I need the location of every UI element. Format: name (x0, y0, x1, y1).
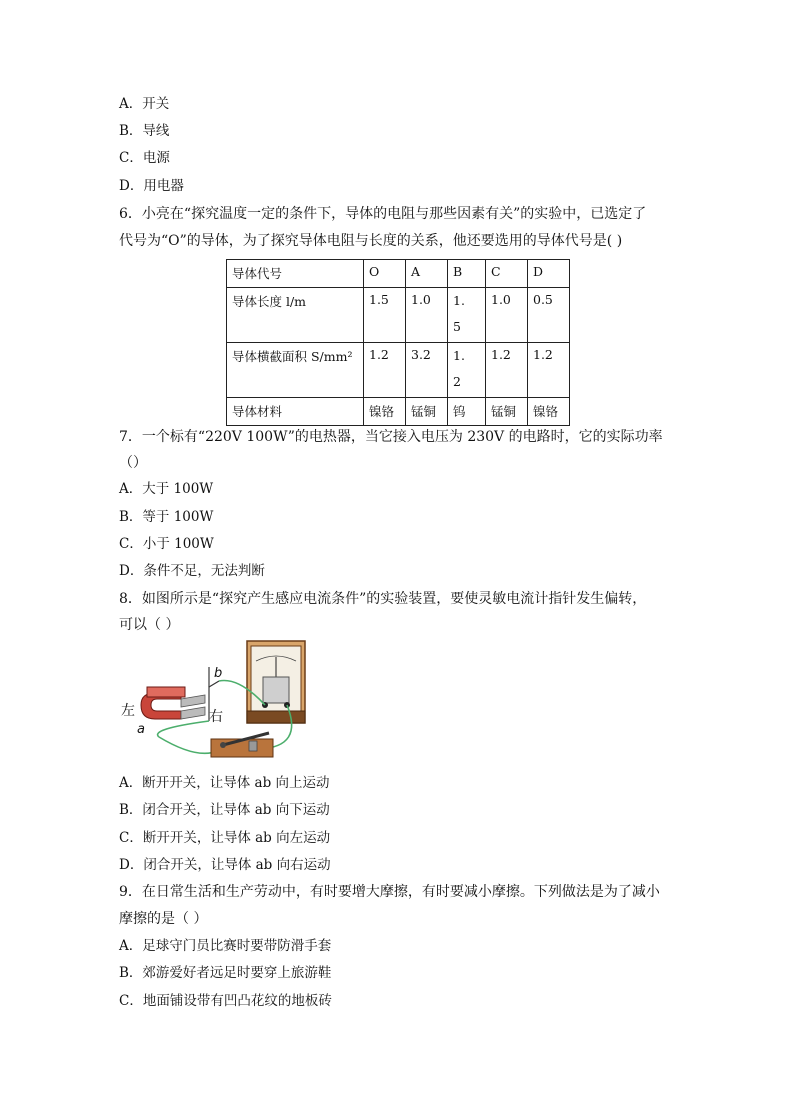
magnet-top (147, 687, 185, 697)
table-row-label: 导体材料 (227, 398, 364, 426)
q8-stem-line1: 8．如图所示是“探究产生感应电流条件”的实验装置，要使灵敏电流计指针发生偏转， (119, 591, 647, 607)
table-cell: 锰铜 (406, 398, 448, 426)
galvanometer-base (247, 711, 305, 723)
table-header-cell: 导体代号 (227, 260, 364, 288)
q5-option-a: A．开关 (119, 96, 170, 112)
table-cell: 镍铬 (364, 398, 406, 426)
q8-option-c: C．断开开关，让导体 ab 向左运动 (119, 830, 331, 846)
table-cell: 1. 5 (448, 288, 486, 343)
table-cell: 1.2 (364, 343, 406, 398)
table-header-cell: D (528, 260, 570, 288)
table-cell: 1.5 (364, 288, 406, 343)
q9-option-b: B．郊游爱好者远足时要穿上旅游鞋 (119, 965, 332, 981)
table-cell: 0.5 (528, 288, 570, 343)
label-right: 右 (209, 709, 223, 725)
table-cell: 1.0 (486, 288, 528, 343)
q9-stem-line1: 9．在日常生活和生产劳动中，有时要增大摩擦，有时要减小摩擦。下列做法是为了减小 (119, 884, 660, 900)
q5-option-b: B．导线 (119, 123, 170, 139)
table-cell: 钨 (448, 398, 486, 426)
table-cell: 1.2 (528, 343, 570, 398)
q5-option-d: D．用电器 (119, 178, 184, 194)
q9-stem-line2: 摩擦的是（ ） (119, 911, 208, 927)
conductor-end-b (209, 681, 219, 687)
table-cell: 1.0 (406, 288, 448, 343)
table-cell: 1.2 (486, 343, 528, 398)
q7-option-c: C．小于 100W (119, 536, 214, 552)
wire (158, 721, 209, 737)
q6-stem-line1: 6．小亮在“探究温度一定的条件下，导体的电阻与那些因素有关”的实验中，已选定了 (119, 206, 647, 222)
q8-option-a: A．断开开关，让导体 ab 向上运动 (119, 775, 330, 791)
q8-option-d: D．闭合开关，让导体 ab 向右运动 (119, 857, 331, 873)
galvanometer-coil (263, 677, 289, 703)
table-cell: 锰铜 (486, 398, 528, 426)
q7-option-d: D．条件不足，无法判断 (119, 563, 265, 579)
magnet-pole-s (181, 707, 205, 719)
table-row (227, 288, 570, 343)
table-row (227, 343, 570, 398)
switch-pivot-icon (220, 742, 226, 748)
table-header-cell: O (364, 260, 406, 288)
table-row-label: 导体横截面积 S/mm² (227, 343, 364, 398)
q9-option-c: C．地面铺设带有凹凸花纹的地板砖 (119, 993, 332, 1009)
table-header-row (227, 260, 570, 288)
label-b: b (214, 666, 223, 681)
table-header-cell: B (448, 260, 486, 288)
q7-option-a: A．大于 100W (119, 481, 214, 497)
conductor-table (226, 259, 570, 426)
table-header-cell: C (486, 260, 528, 288)
table-cell: 1. 2 (448, 343, 486, 398)
q8-stem-line2: 可以（ ） (119, 617, 180, 633)
table-cell: 3.2 (406, 343, 448, 398)
table-row (227, 398, 570, 426)
label-left: 左 (121, 703, 135, 719)
table-cell: 镍铬 (528, 398, 570, 426)
q6-stem-line2: 代号为“O”的导体，为了探究导体电阻与长度的关系，他还要选用的导体代号是( ) (119, 233, 623, 249)
q7-option-b: B．等于 100W (119, 509, 214, 525)
label-a: a (137, 722, 145, 737)
q5-option-c: C．电源 (119, 150, 170, 166)
q9-option-a: A．足球守门员比赛时要带防滑手套 (119, 938, 332, 954)
table-row-label: 导体长度 l/m (227, 288, 364, 343)
induction-experiment-figure (119, 637, 319, 771)
table-header-cell: A (406, 260, 448, 288)
switch-clip (249, 741, 257, 751)
switch-base (211, 739, 273, 757)
q7-stem-line2: （） (119, 455, 147, 471)
q7-stem-line1: 7．一个标有“220V 100W”的电热器，当它接入电压为 230V 的电路时，它的实际功率 (119, 429, 663, 445)
q8-option-b: B．闭合开关，让导体 ab 向下运动 (119, 802, 330, 818)
